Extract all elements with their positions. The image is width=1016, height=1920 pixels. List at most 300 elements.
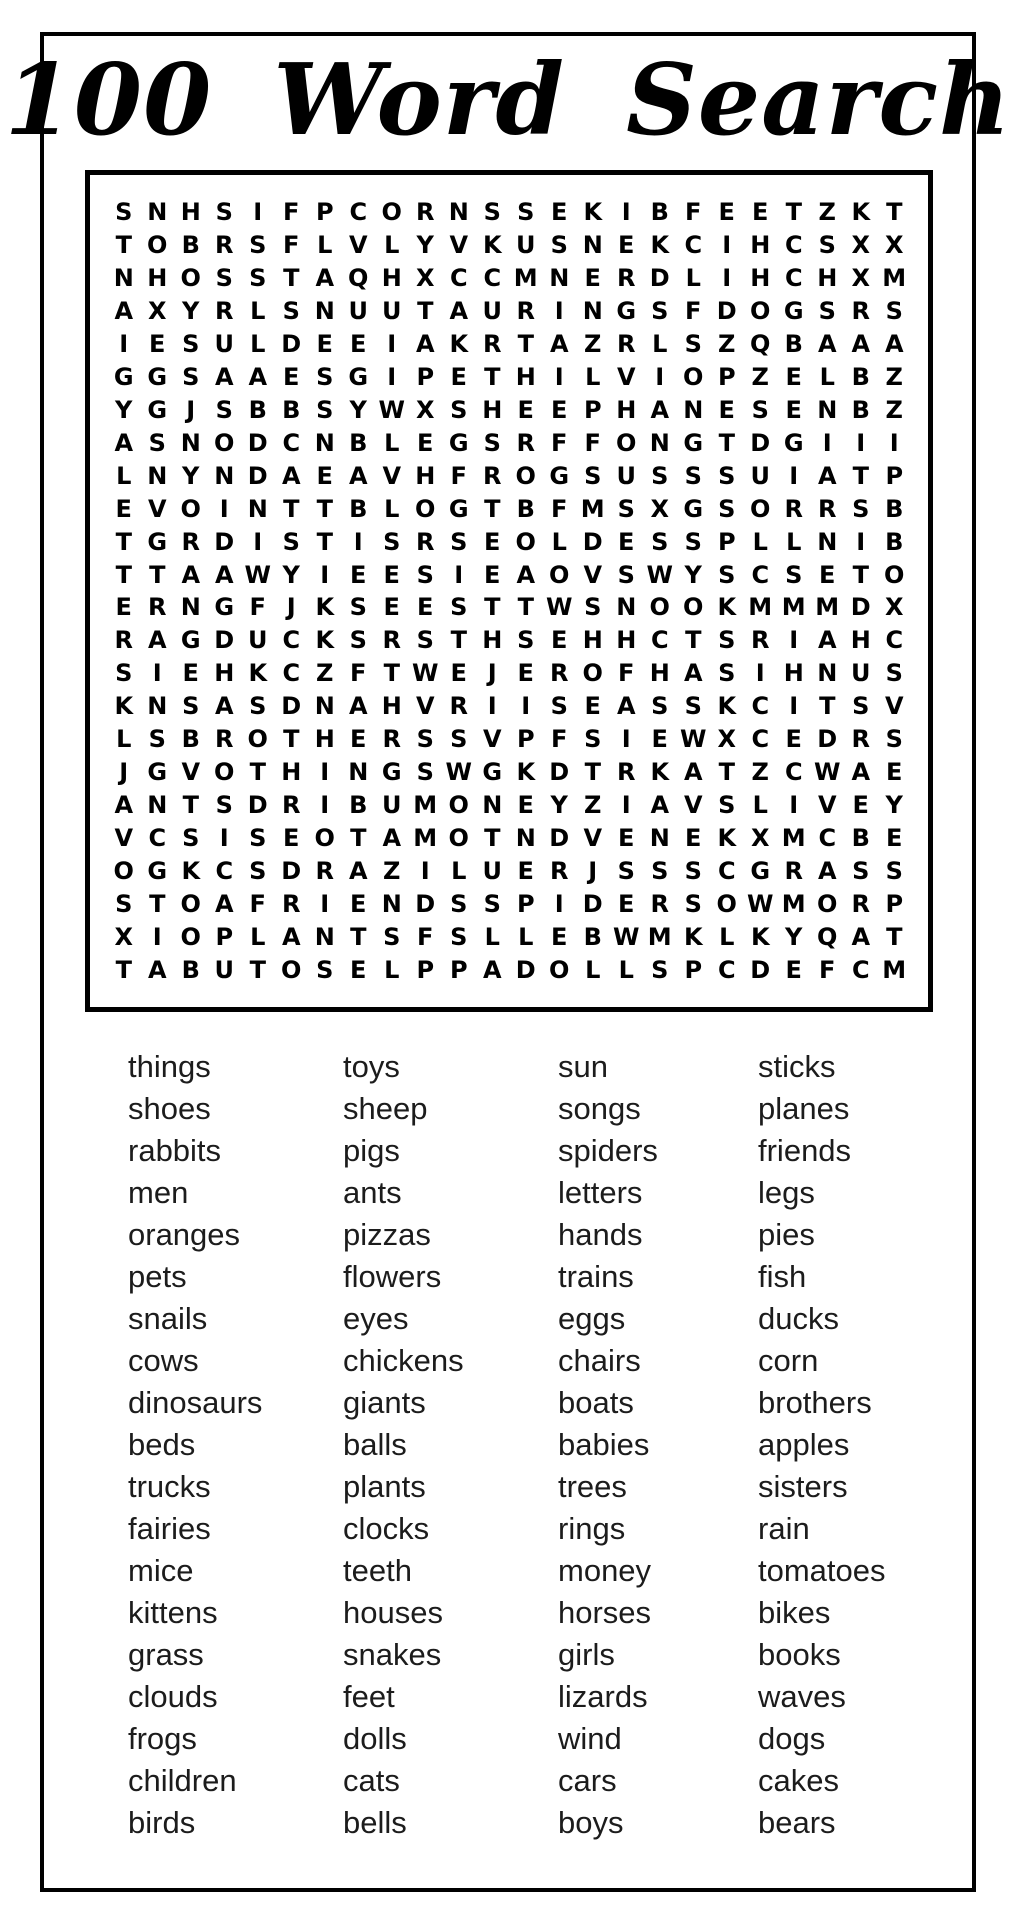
grid-letter: S <box>584 461 602 490</box>
grid-letter: B <box>248 395 267 424</box>
grid-letter: U <box>616 461 636 490</box>
grid-letter: S <box>215 198 233 227</box>
grid-letter: R <box>215 297 234 326</box>
word-item: planes <box>758 1091 850 1126</box>
grid-letter: I <box>320 758 330 787</box>
grid-row <box>107 229 911 262</box>
grid-letter: K <box>717 593 737 622</box>
word-item: corn <box>758 1343 819 1378</box>
word-item: dolls <box>343 1721 407 1756</box>
grid-letter: I <box>722 231 732 260</box>
grid-row <box>107 756 911 789</box>
grid-letter: T <box>718 758 735 787</box>
grid-letter: F <box>283 198 300 227</box>
grid-letter: N <box>448 198 469 227</box>
grid-letter: G <box>113 363 134 392</box>
grid-letter: U <box>382 790 402 819</box>
grid-letter: O <box>582 659 603 688</box>
grid-letter: S <box>651 297 669 326</box>
grid-letter: V <box>415 692 435 721</box>
grid-letter: J <box>119 758 129 787</box>
grid-letter: S <box>684 692 702 721</box>
grid-letter: W <box>412 659 439 688</box>
grid-letter: C <box>851 955 870 984</box>
grid-row <box>107 854 911 887</box>
grid-letter: G <box>147 758 168 787</box>
grid-letter: E <box>316 461 333 490</box>
grid-letter: S <box>148 725 166 754</box>
grid-letter: S <box>249 264 267 293</box>
grid-letter: T <box>149 560 166 589</box>
grid-letter: M <box>781 823 806 852</box>
grid-letter: B <box>181 231 200 260</box>
grid-letter: S <box>182 823 200 852</box>
grid-letter: N <box>314 922 335 951</box>
grid-letter: Z <box>818 198 836 227</box>
grid-letter: L <box>786 527 802 556</box>
word-item: fairies <box>128 1511 211 1546</box>
word-item: grass <box>128 1637 204 1672</box>
grid-letter: X <box>851 264 870 293</box>
word-item: men <box>128 1175 189 1210</box>
grid-letter: L <box>819 363 835 392</box>
grid-letter: T <box>852 461 869 490</box>
grid-letter: E <box>417 428 434 457</box>
grid-letter: S <box>215 264 233 293</box>
grid-letter: X <box>147 297 167 326</box>
grid-letter: C <box>282 659 301 688</box>
grid-letter: E <box>618 823 635 852</box>
grid-row <box>107 690 911 723</box>
grid-row <box>107 361 911 394</box>
grid-letter: A <box>147 626 167 655</box>
grid-letter: O <box>515 461 536 490</box>
grid-letter: I <box>487 692 497 721</box>
grid-letter: F <box>618 659 635 688</box>
grid-letter: G <box>783 297 804 326</box>
grid-letter: E <box>350 725 367 754</box>
grid-letter: C <box>282 428 301 457</box>
grid-letter: E <box>283 363 300 392</box>
grid-letter: O <box>549 560 570 589</box>
grid-letter: R <box>784 856 803 885</box>
word-item: money <box>558 1553 652 1588</box>
grid-letter: T <box>417 297 434 326</box>
grid-letter: D <box>214 626 235 655</box>
grid-letter: K <box>181 856 201 885</box>
grid-letter: A <box>482 955 502 984</box>
grid-letter: R <box>617 330 636 359</box>
grid-letter: A <box>884 330 904 359</box>
grid-letter: S <box>684 461 702 490</box>
grid-row <box>107 394 911 427</box>
grid-letter: N <box>113 264 134 293</box>
grid-letter: E <box>718 198 735 227</box>
word-item: bikes <box>758 1595 831 1630</box>
word-item: girls <box>558 1637 615 1672</box>
grid-letter: W <box>646 560 673 589</box>
grid-row <box>107 426 911 459</box>
grid-letter: S <box>316 955 334 984</box>
word-list-column <box>128 1046 343 1844</box>
grid-letter: E <box>484 527 501 556</box>
grid-letter: K <box>717 692 737 721</box>
word-item: eyes <box>343 1301 409 1336</box>
grid-letter: Q <box>348 264 369 293</box>
word-item: ducks <box>758 1301 839 1336</box>
grid-letter: G <box>147 363 168 392</box>
grid-letter: S <box>651 692 669 721</box>
grid-letter: P <box>215 922 234 951</box>
grid-letter: S <box>617 494 635 523</box>
grid-letter: A <box>348 856 368 885</box>
grid-letter: C <box>148 823 167 852</box>
word-item: rabbits <box>128 1133 222 1168</box>
grid-letter: B <box>181 725 200 754</box>
grid-letter: S <box>818 297 836 326</box>
grid-row <box>107 525 911 558</box>
grid-letter: K <box>650 231 670 260</box>
grid-letter: T <box>484 593 501 622</box>
grid-letter: Z <box>584 330 602 359</box>
grid-letter: W <box>814 758 841 787</box>
grid-letter: I <box>152 659 162 688</box>
grid-letter: L <box>384 955 400 984</box>
grid-letter: O <box>448 823 469 852</box>
grid-letter: E <box>651 725 668 754</box>
grid-letter: P <box>315 198 334 227</box>
grid-letter: S <box>249 856 267 885</box>
grid-letter: L <box>384 494 400 523</box>
grid-letter: R <box>382 725 401 754</box>
grid-letter: C <box>784 264 803 293</box>
grid-letter: E <box>819 560 836 589</box>
grid-letter: N <box>515 823 536 852</box>
grid-letter: I <box>789 461 799 490</box>
grid-letter: D <box>582 889 603 918</box>
grid-letter: N <box>147 461 168 490</box>
grid-letter: W <box>445 758 472 787</box>
grid-letter: G <box>750 856 771 885</box>
grid-letter: D <box>750 428 771 457</box>
word-item: children <box>128 1763 237 1798</box>
grid-letter: G <box>783 428 804 457</box>
grid-letter: K <box>449 330 469 359</box>
grid-letter: D <box>549 823 570 852</box>
grid-letter: T <box>484 363 501 392</box>
grid-letter: A <box>616 692 636 721</box>
grid-letter: D <box>214 527 235 556</box>
grid-letter: R <box>617 758 636 787</box>
grid-letter: D <box>247 428 268 457</box>
word-item: books <box>758 1637 841 1672</box>
word-item: toys <box>343 1049 400 1084</box>
grid-letter: S <box>349 626 367 655</box>
grid-letter: T <box>685 626 702 655</box>
grid-letter: P <box>885 889 904 918</box>
grid-letter: N <box>649 823 670 852</box>
grid-letter: X <box>884 231 904 260</box>
grid-letter: E <box>551 198 568 227</box>
grid-letter: O <box>683 593 704 622</box>
grid-letter: A <box>214 363 234 392</box>
grid-letter: C <box>751 560 770 589</box>
grid-letter: K <box>114 692 134 721</box>
grid-letter: D <box>850 593 871 622</box>
grid-letter: T <box>517 330 534 359</box>
grid-letter: L <box>618 955 634 984</box>
grid-letter: F <box>283 231 300 260</box>
grid-letter: M <box>413 823 438 852</box>
grid-letter: S <box>885 659 903 688</box>
word-item: feet <box>343 1679 395 1714</box>
grid-letter: K <box>516 758 536 787</box>
grid-letter: K <box>315 626 335 655</box>
grid-letter: H <box>783 659 804 688</box>
word-item: lizards <box>558 1679 648 1714</box>
grid-letter: N <box>180 593 201 622</box>
grid-letter: S <box>483 889 501 918</box>
word-item: cats <box>343 1763 400 1798</box>
word-item: dinosaurs <box>128 1385 263 1420</box>
grid-letter: D <box>582 527 603 556</box>
grid-letter: N <box>649 428 670 457</box>
grid-letter: P <box>516 889 535 918</box>
grid-letter: H <box>616 395 637 424</box>
word-item: houses <box>343 1595 443 1630</box>
grid-letter: A <box>281 461 301 490</box>
grid-letter: O <box>515 527 536 556</box>
grid-letter: W <box>680 725 707 754</box>
grid-letter: A <box>549 330 569 359</box>
grid-letter: V <box>884 692 904 721</box>
grid-letter: M <box>580 494 605 523</box>
grid-letter: L <box>752 790 768 819</box>
grid-letter: P <box>416 363 435 392</box>
grid-letter: R <box>818 494 837 523</box>
grid-letter: U <box>516 231 536 260</box>
grid-letter: G <box>482 758 503 787</box>
grid-letter: E <box>618 527 635 556</box>
grid-letter: S <box>651 527 669 556</box>
grid-letter: S <box>651 955 669 984</box>
grid-letter: E <box>785 395 802 424</box>
grid-letter: X <box>750 823 770 852</box>
grid-letter: C <box>784 231 803 260</box>
grid-letter: F <box>551 725 568 754</box>
word-item: things <box>128 1049 211 1084</box>
grid-letter: V <box>382 461 402 490</box>
grid-letter: M <box>781 889 806 918</box>
grid-letter: Z <box>751 758 769 787</box>
grid-letter: A <box>449 297 469 326</box>
word-item: babies <box>558 1427 650 1462</box>
grid-letter: S <box>684 330 702 359</box>
grid-letter: C <box>818 823 837 852</box>
grid-letter: S <box>249 823 267 852</box>
grid-letter: S <box>718 790 736 819</box>
grid-letter: C <box>751 692 770 721</box>
grid-row <box>107 591 911 624</box>
grid-letter: S <box>416 626 434 655</box>
word-item: chairs <box>558 1343 641 1378</box>
grid-letter: N <box>683 395 704 424</box>
word-item: trees <box>558 1469 627 1504</box>
word-item: giants <box>343 1385 426 1420</box>
grid-letter: Y <box>115 395 133 424</box>
grid-letter: A <box>114 428 134 457</box>
grid-letter: T <box>115 560 132 589</box>
grid-letter: S <box>383 527 401 556</box>
word-item: hands <box>558 1217 643 1252</box>
grid-letter: S <box>617 856 635 885</box>
grid-letter: E <box>618 889 635 918</box>
grid-letter: I <box>320 889 330 918</box>
grid-letter: G <box>348 363 369 392</box>
grid-letter: S <box>785 560 803 589</box>
grid-letter: T <box>316 527 333 556</box>
grid-letter: R <box>148 593 167 622</box>
grid-letter: N <box>482 790 503 819</box>
grid-letter: L <box>585 363 601 392</box>
grid-letter: O <box>381 198 402 227</box>
grid-row <box>107 558 911 591</box>
grid-letter: R <box>516 428 535 457</box>
grid-letter: Y <box>416 231 434 260</box>
grid-letter: D <box>281 856 302 885</box>
grid-letter: N <box>817 527 838 556</box>
word-item: pies <box>758 1217 815 1252</box>
grid-letter: S <box>249 231 267 260</box>
grid-letter: S <box>349 593 367 622</box>
word-item: legs <box>758 1175 815 1210</box>
grid-letter: L <box>484 922 500 951</box>
word-item: dogs <box>758 1721 826 1756</box>
grid-letter: S <box>584 593 602 622</box>
grid-letter: W <box>244 560 271 589</box>
grid-letter: G <box>683 428 704 457</box>
word-item: friends <box>758 1133 852 1168</box>
grid-letter: V <box>147 494 167 523</box>
grid-letter: O <box>884 560 905 589</box>
grid-letter: N <box>314 692 335 721</box>
grid-letter: E <box>383 593 400 622</box>
grid-letter: E <box>551 922 568 951</box>
grid-letter: W <box>378 395 405 424</box>
grid-letter: V <box>616 363 636 392</box>
grid-letter: I <box>789 626 799 655</box>
grid-row <box>107 920 911 953</box>
grid-letter: T <box>283 494 300 523</box>
word-item: boys <box>558 1805 624 1840</box>
word-item: cows <box>128 1343 199 1378</box>
word-item: fish <box>758 1259 807 1294</box>
word-item: bears <box>758 1805 836 1840</box>
grid-letter: R <box>483 330 502 359</box>
grid-letter: B <box>181 955 200 984</box>
grid-letter: E <box>584 264 601 293</box>
grid-letter: R <box>282 790 301 819</box>
grid-letter: B <box>650 198 669 227</box>
grid-letter: H <box>482 395 503 424</box>
grid-letter: T <box>149 889 166 918</box>
word-item: birds <box>128 1805 196 1840</box>
grid-letter: F <box>450 461 467 490</box>
grid-letter: D <box>716 297 737 326</box>
grid-letter: T <box>484 494 501 523</box>
word-item: balls <box>343 1427 407 1462</box>
grid-letter: A <box>415 330 435 359</box>
grid-letter: A <box>851 922 871 951</box>
grid-letter: C <box>215 856 234 885</box>
grid-letter: T <box>316 494 333 523</box>
grid-letter: Y <box>684 560 702 589</box>
grid-letter: W <box>546 593 573 622</box>
grid-letter: C <box>650 626 669 655</box>
page-title: 100 Word Search <box>4 43 1012 158</box>
grid-letter: S <box>684 527 702 556</box>
grid-letter: E <box>618 231 635 260</box>
grid-letter: T <box>115 527 132 556</box>
grid-letter: S <box>215 790 233 819</box>
grid-letter: S <box>718 659 736 688</box>
grid-letter: E <box>886 823 903 852</box>
grid-letter: X <box>415 395 435 424</box>
grid-letter: D <box>247 790 268 819</box>
grid-letter: O <box>314 823 335 852</box>
grid-letter: S <box>751 395 769 424</box>
grid-letter: T <box>584 758 601 787</box>
grid-letter: R <box>617 264 636 293</box>
grid-letter: L <box>317 231 333 260</box>
word-item: ants <box>343 1175 402 1210</box>
word-item: clouds <box>128 1679 218 1714</box>
grid-letter: I <box>856 527 866 556</box>
grid-letter: R <box>851 725 870 754</box>
grid-letter: Z <box>751 363 769 392</box>
grid-letter: P <box>583 395 602 424</box>
grid-letter: S <box>450 527 468 556</box>
grid-letter: R <box>851 297 870 326</box>
grid-row <box>107 723 911 756</box>
grid-letter: U <box>482 297 502 326</box>
grid-letter: A <box>348 692 368 721</box>
grid-letter: B <box>516 494 535 523</box>
grid-letter: S <box>450 725 468 754</box>
grid-letter: T <box>819 692 836 721</box>
grid-letter: R <box>215 725 234 754</box>
grid-row <box>107 328 911 361</box>
grid-letter: T <box>350 823 367 852</box>
grid-letter: B <box>885 527 904 556</box>
grid-letter: E <box>484 560 501 589</box>
grid-letter: Z <box>885 395 903 424</box>
grid-letter: O <box>750 297 771 326</box>
grid-letter: X <box>415 264 435 293</box>
grid-letter: I <box>789 790 799 819</box>
grid-letter: H <box>750 264 771 293</box>
grid-letter: C <box>784 758 803 787</box>
grid-letter: H <box>381 264 402 293</box>
grid-letter: U <box>750 461 770 490</box>
grid-letter: R <box>550 856 569 885</box>
grid-letter: O <box>113 856 134 885</box>
grid-letter: B <box>583 922 602 951</box>
grid-letter: F <box>249 889 266 918</box>
grid-letter: R <box>851 889 870 918</box>
grid-letter: I <box>320 560 330 589</box>
grid-letter: R <box>416 198 435 227</box>
